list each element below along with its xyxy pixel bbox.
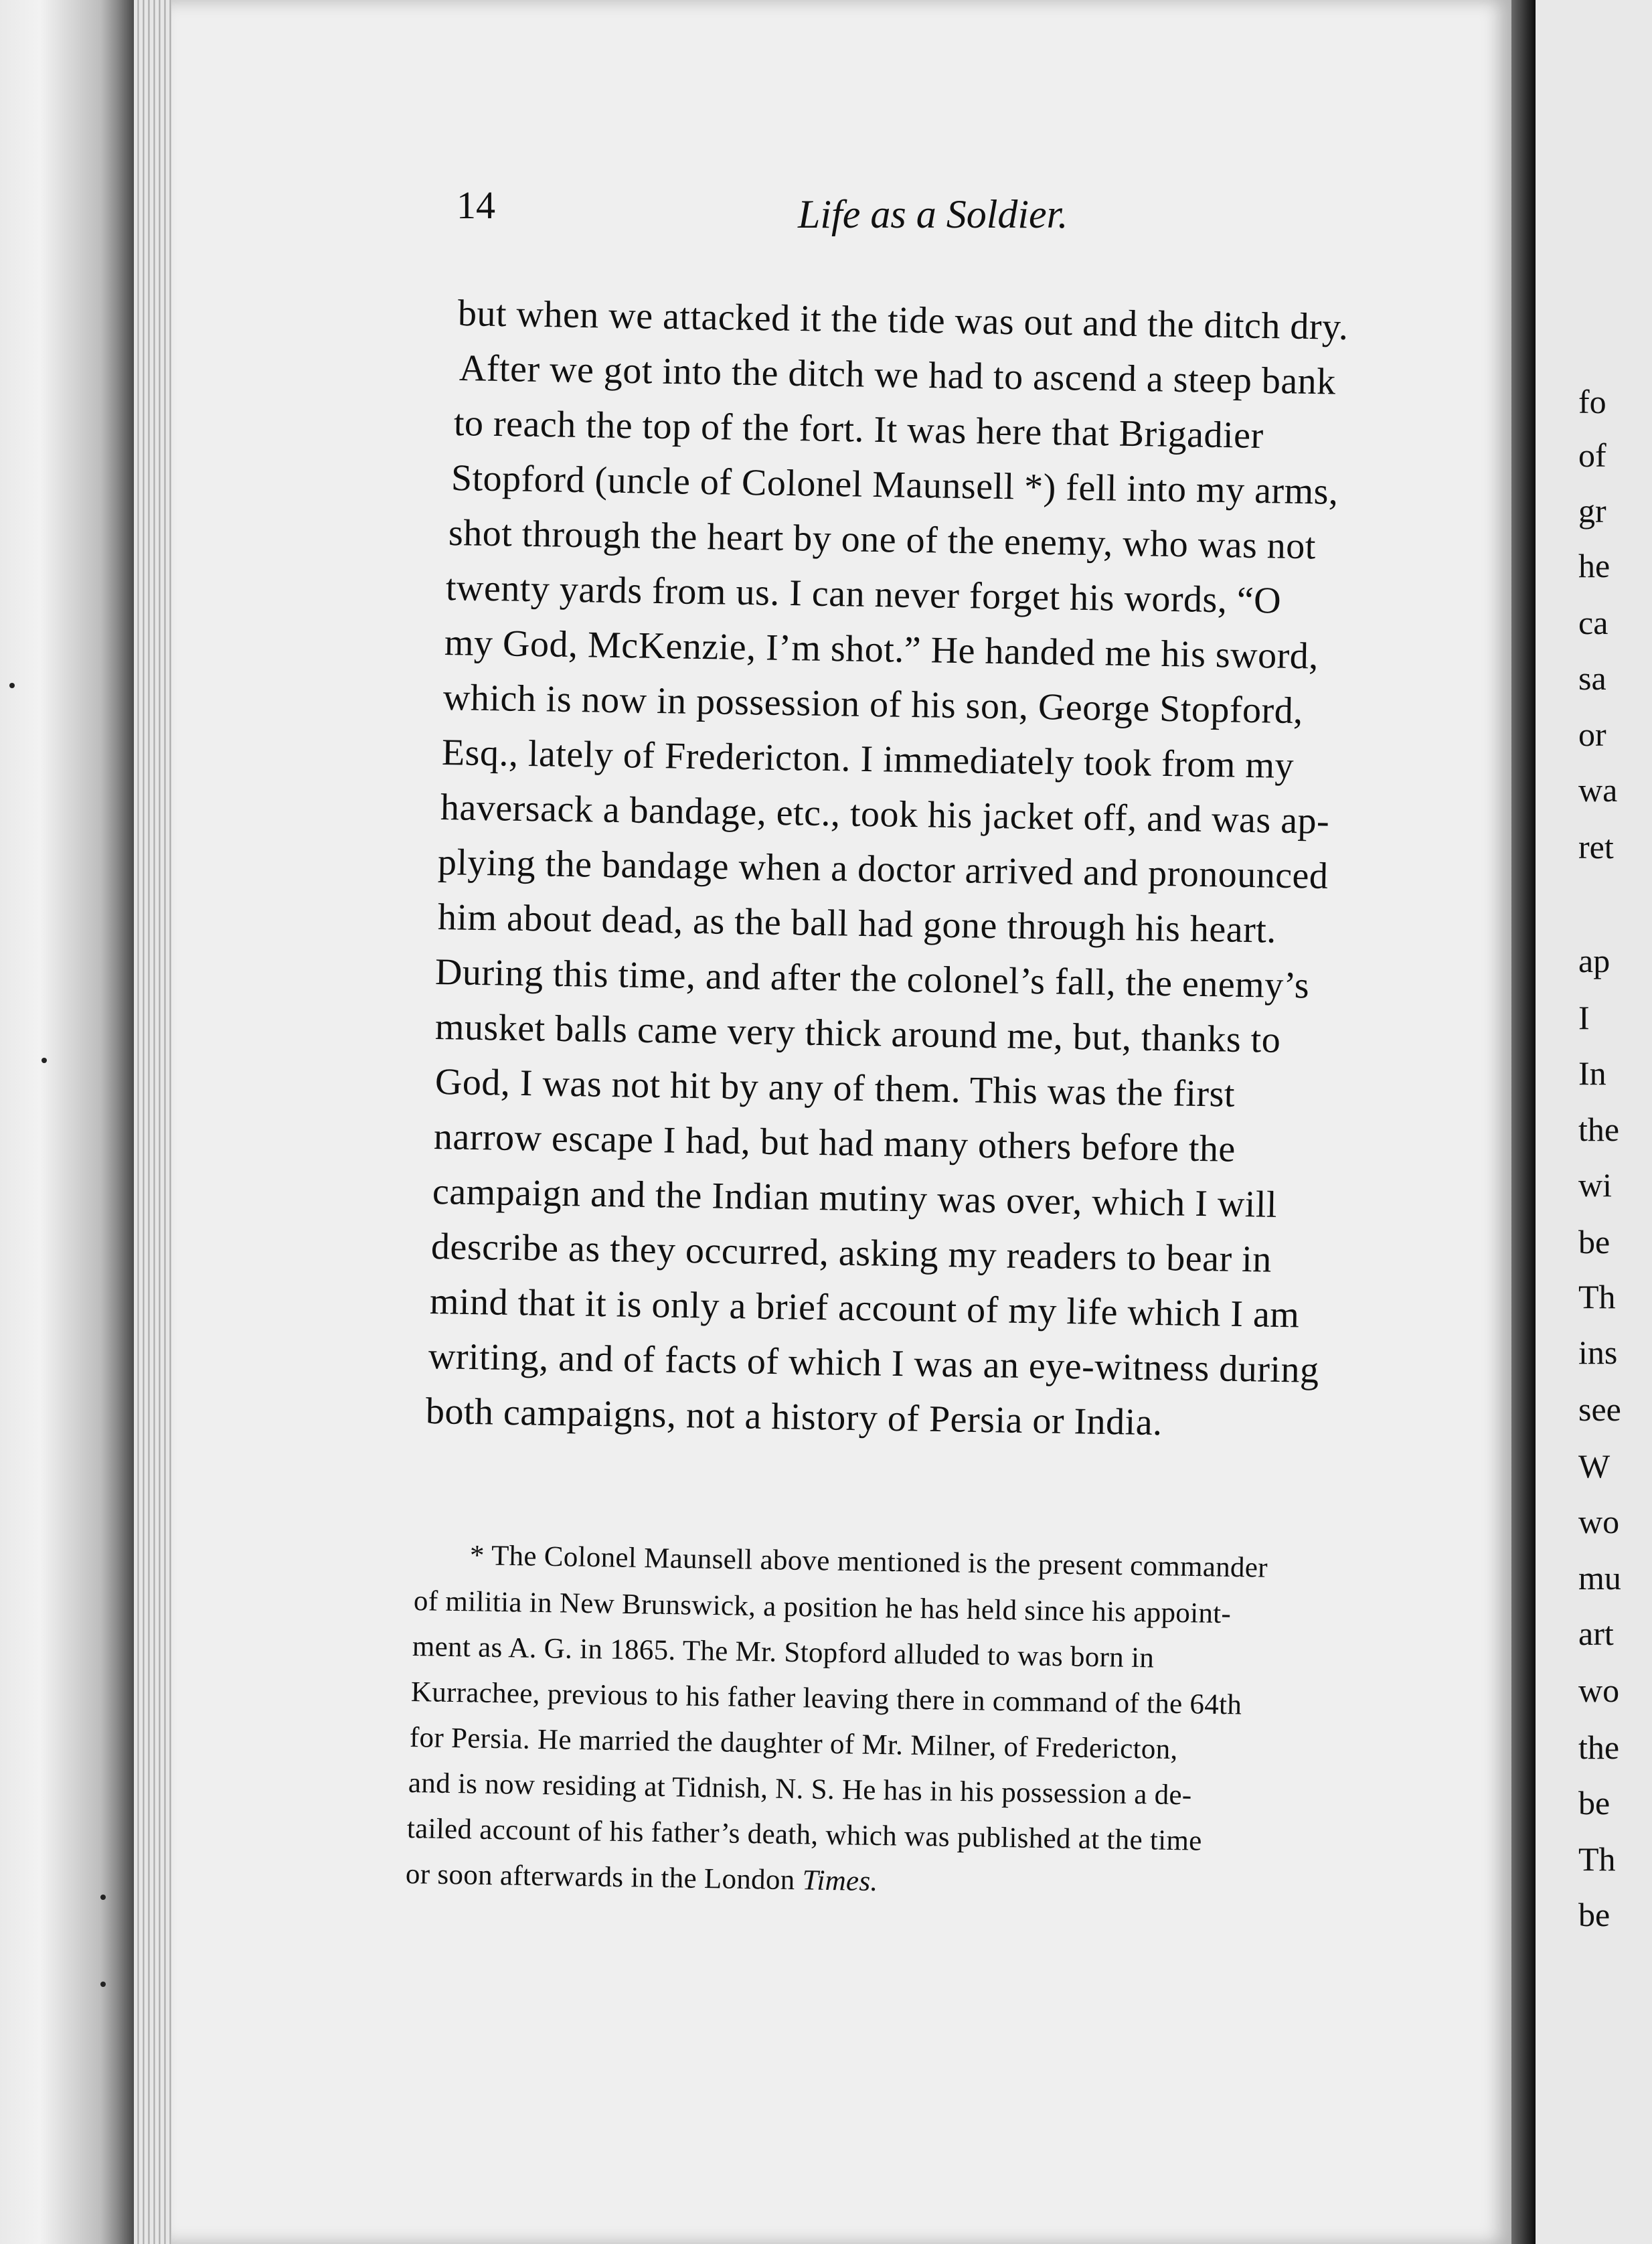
speck	[9, 683, 15, 688]
facing-fragment: sa	[1578, 659, 1606, 697]
facing-fragment: or	[1578, 716, 1606, 753]
body-line: musket balls came very thick around me, but, thanks to	[434, 1006, 1281, 1061]
body-line: him about dead, as the ball had gone through his heart.	[437, 896, 1277, 951]
body-line: mind that it is only a brief account of my life which I am	[429, 1281, 1300, 1336]
footnote-line: tailed account of his father’s death, which was published at the time	[406, 1813, 1202, 1857]
footnote-line: and is now residing at Tidnish, N. S. He has in his possession a de-	[408, 1767, 1192, 1812]
body-line: both campaigns, not a history of Persia or India.	[425, 1390, 1163, 1444]
facing-page	[1536, 0, 1652, 2244]
facing-fragment: the	[1578, 1111, 1620, 1148]
body-line: which is now in possession of his son, George Stopford,	[442, 677, 1304, 732]
footnote-line-last	[406, 1860, 878, 1896]
book-page	[171, 0, 1511, 2244]
body-line: haversack a bandage, etc., took his jacket off, and was ap-	[440, 787, 1330, 842]
body-line: my God, McKenzie, I’m shot.” He handed me his sword,	[444, 622, 1319, 677]
footnote-line: for Persia. He married the daughter of Mr. Milner, of Fredericton,	[409, 1722, 1178, 1766]
facing-fragment: fo	[1578, 383, 1606, 420]
facing-fragment: wo	[1578, 1503, 1620, 1540]
facing-fragment: ret	[1578, 828, 1614, 866]
facing-fragment: he	[1578, 547, 1610, 584]
body-line: shot through the heart by one of the enemy, who was not	[448, 512, 1317, 568]
speck	[42, 1058, 47, 1063]
body-line: campaign and the Indian mutiny was over, which I will	[432, 1171, 1278, 1226]
facing-fragment: ca	[1578, 604, 1608, 641]
body-line: to reach the top of the fort. It was here that Brigadier	[453, 402, 1264, 457]
facing-fragment: be	[1578, 1784, 1610, 1822]
facing-fragment: Th	[1578, 1840, 1616, 1878]
footnote-line: of militia in New Brunswick, a position he has held since his appoint-	[413, 1585, 1232, 1630]
footnote-line: * The Colonel Maunsell above mentioned is the present commander	[469, 1540, 1268, 1584]
facing-fragment: Th	[1578, 1278, 1616, 1315]
gutter-shadow	[1511, 0, 1536, 2244]
footnote-line: ment as A. G. in 1865. The Mr. Stopford alluded to was born in	[412, 1631, 1155, 1674]
body-line: plying the bandage when a doctor arrived and pronounced	[437, 842, 1329, 897]
facing-fragment: mu	[1578, 1559, 1621, 1597]
footnote-line-text: or soon afterwards in the London	[405, 1858, 803, 1897]
facing-fragment: ins	[1578, 1334, 1618, 1371]
body-line: God, I was not hit by any of them. This was the first	[434, 1061, 1236, 1115]
body-line: but when we attacked it the tide was out and the ditch dry.	[457, 293, 1349, 348]
body-line: Esq., lately of Fredericton. I immediately took from my	[441, 732, 1295, 787]
page-stack-edges	[134, 0, 171, 2244]
facing-fragment: wa	[1578, 771, 1618, 809]
body-line: describe as they occurred, asking my readers to bear in	[430, 1226, 1272, 1281]
running-head-title: Life as a Soldier.	[798, 192, 1068, 236]
footnote-italic-title: Times.	[802, 1864, 878, 1898]
body-line: narrow escape I had, but had many others before the	[433, 1116, 1236, 1170]
speck	[100, 1895, 106, 1900]
facing-fragment: W	[1578, 1447, 1610, 1485]
facing-fragment: In	[1578, 1054, 1606, 1092]
facing-fragment: be	[1578, 1896, 1610, 1933]
facing-fragment: art	[1578, 1615, 1614, 1652]
facing-fragment: wo	[1578, 1672, 1620, 1709]
footnote-line: Kurrachee, previous to his father leaving there in command of the 64th	[410, 1676, 1242, 1721]
facing-fragment: I	[1578, 999, 1590, 1036]
body-line: twenty yards from us. I can never forget his words, “O	[445, 567, 1282, 622]
facing-fragment: wi	[1578, 1166, 1612, 1204]
facing-fragment: ap	[1578, 942, 1610, 979]
facing-fragment: be	[1578, 1223, 1610, 1261]
body-line: During this time, and after the colonel’s fall, the enemy’s	[434, 951, 1310, 1007]
book-left-edge	[0, 0, 134, 2244]
body-line: Stopford (uncle of Colonel Maunsell *) fell into my arms,	[450, 457, 1339, 513]
facing-fragment: of	[1578, 436, 1606, 474]
body-line: writing, and of facts of which I was an eye-witness during	[428, 1336, 1319, 1391]
page-number: 14	[457, 183, 495, 227]
facing-fragment: the	[1578, 1729, 1620, 1766]
facing-fragment: gr	[1578, 492, 1606, 530]
speck	[100, 1982, 106, 1987]
body-line: After we got into the ditch we had to ascend a steep bank	[459, 347, 1337, 403]
facing-fragment: see	[1578, 1390, 1621, 1428]
